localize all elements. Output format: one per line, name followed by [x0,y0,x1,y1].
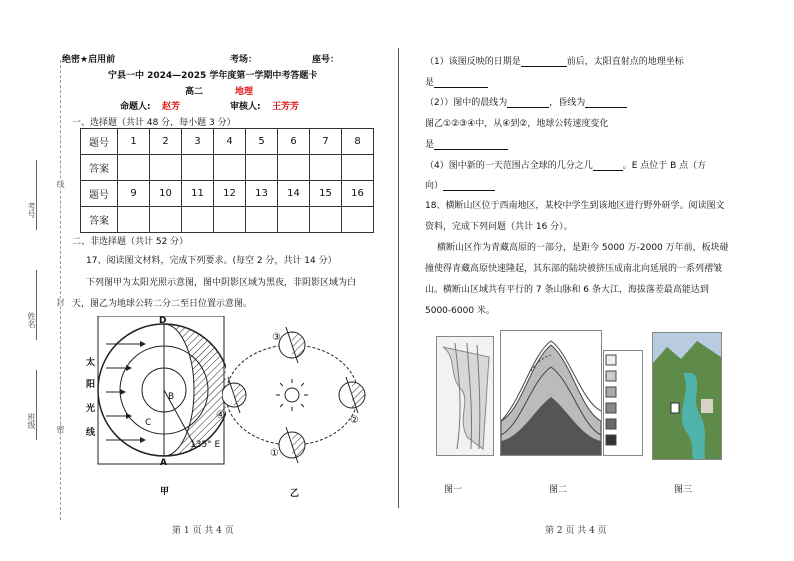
q17-text-1: 下列图甲为太阳光照示意图，图中阴影区域为黑夜，非阴影区域为白 [86,278,357,288]
answer-cell[interactable] [118,207,150,233]
q1-line-2: 是 [425,75,488,88]
position-2: ② [350,415,359,426]
q-num: 5 [246,129,278,155]
answer-cell[interactable] [182,155,214,181]
meridian-label: 135° E [190,440,221,450]
blank-coord[interactable] [434,77,488,88]
figure-yi [222,325,382,485]
q18-para-2: 撞使得青藏高原快速隆起，其东部的陆块被挤压成南北向延展的一系列褶皱 [425,264,723,274]
label-c: C [145,418,152,428]
sun-char-1: 太 [86,358,96,368]
q17-intro: 17、阅读图文材料，完成下列要求。(每空 2 分，共计 14 分） [86,256,337,266]
blank-dawn[interactable] [507,97,549,108]
q4-line-1: （4）图中新的一天范围占全球的几分之几 。E 点位于 B 点（方 [425,161,707,171]
binding-line-char: 线 [56,180,65,188]
blank-speed[interactable] [434,139,508,150]
q2-line: （2））图中的晨线为 ，昏线为 [425,95,627,108]
answer-cell[interactable] [214,155,246,181]
answer-cell[interactable] [310,155,342,181]
label-b: B [168,392,175,402]
binding-kaohao: 考号 [27,202,36,218]
blank-fraction[interactable] [593,160,623,171]
blank-direction[interactable] [443,180,495,191]
figure-1-map [436,336,494,456]
q3-line-2: 是 [425,137,508,150]
grade: 高二 [185,87,204,97]
q18-para-3: 山。横断山区域共有平行的 7 条山脉和 6 条大江，海拔落差最高能达到 [425,285,709,295]
reviewer-name: 王芳芳 [272,102,300,112]
position-4: ④ [216,410,225,421]
figure-3-photo [652,332,722,460]
a-header: 答案 [81,207,118,233]
a-header: 答案 [81,155,118,181]
figure-1-caption: 图一 [444,485,463,495]
q1-line-1: （1）该图反映的日期是 前后，太阳直射点的地理坐标 [425,57,684,67]
binding-underline-1 [36,160,38,230]
answer-cell[interactable] [150,207,182,233]
q-num: 6 [278,129,310,155]
q18-para-4: 5000-6000 米。 [425,306,495,316]
q-header: 题号 [81,129,118,155]
answer-table [80,128,374,233]
binding-line [60,60,61,520]
q-num: 7 [310,129,342,155]
binding-banji: 班级 [27,413,36,429]
q-num: 14 [278,181,310,207]
section-2-title: 二、非选择题（共计 52 分） [72,237,189,247]
blank-date[interactable] [521,56,567,67]
answer-cell[interactable] [214,207,246,233]
answer-cell[interactable] [310,207,342,233]
q18-intro-2: 资料，完成下列问题（共计 16 分）。 [425,222,573,232]
q17-text-2: 天，图乙为地球公转二分二至日位置示意图。 [72,299,253,309]
q-num: 12 [214,181,246,207]
q18-para-1: 横断山区作为青藏高原的一部分，是距今 5000 万-2000 万年前，板块碰 [437,243,729,253]
answer-cell[interactable] [278,155,310,181]
figure-3-caption: 图三 [674,485,693,495]
sun-char-3: 光 [86,404,96,414]
page-number-1: 第 1 页 共 4 页 [172,526,234,536]
answer-cell[interactable] [342,207,374,233]
seat-label: 座号： [312,55,340,65]
q3-line-1: 图乙①②③④中，从④到②，地球公转速度变化 [425,119,609,129]
subject: 地理 [235,87,254,97]
label-a: A [160,458,167,468]
q-num: 9 [118,181,150,207]
page-divider [398,48,399,508]
q-num: 2 [150,129,182,155]
figure-2-legend [603,350,643,456]
section-1-title: 一、选择题（共计 48 分，每小题 3 分） [72,118,236,128]
answer-cell[interactable] [150,155,182,181]
figure-2-fold [500,330,602,456]
reviewer-label: 审核人: [230,102,261,112]
q-num: 10 [150,181,182,207]
q-num: 13 [246,181,278,207]
q-num: 15 [310,181,342,207]
answer-cell[interactable] [246,207,278,233]
q-num: 3 [182,129,214,155]
blank-dusk[interactable] [585,97,627,108]
q18-intro-1: 18、横断山区位于西南地区，某校中学生到该地区进行野外研学。阅读图文 [425,201,725,211]
q-header: 题号 [81,181,118,207]
binding-mi-char: 密 [56,425,65,433]
figure-jia [76,316,226,501]
q-num: 11 [182,181,214,207]
answer-cell[interactable] [342,155,374,181]
q-num: 8 [342,129,374,155]
q-num: 4 [214,129,246,155]
sun-char-4: 线 [86,428,96,438]
binding-feng-char: 封 [56,298,65,306]
author-name: 赵芳 [162,102,181,112]
answer-cell[interactable] [246,155,278,181]
q-num: 16 [342,181,374,207]
page-number-2: 第 2 页 共 4 页 [545,526,607,536]
q4-line-2: 向） [425,178,495,191]
answer-cell[interactable] [182,207,214,233]
position-3: ③ [272,332,281,343]
sun-char-2: 阳 [86,380,96,390]
exam-room-label: 考场： [230,55,258,65]
answer-cell[interactable] [118,155,150,181]
binding-xingming: 姓名 [27,312,36,328]
figure-2-caption: 图二 [549,485,568,495]
author-label: 命题人: [120,102,151,112]
position-1: ① [270,448,279,459]
binding-underline-2 [36,270,38,340]
label-d: D [159,316,167,326]
figure-jia-caption: 甲 [160,487,170,497]
binding-underline-3 [36,370,38,440]
page-title: 宁县一中 2024—2025 学年度第一学期中考答题卡 [108,71,318,81]
answer-cell[interactable] [278,207,310,233]
figure-yi-caption: 乙 [290,489,300,499]
q-num: 1 [118,129,150,155]
secret-header: 绝密★启用前 [62,55,116,65]
